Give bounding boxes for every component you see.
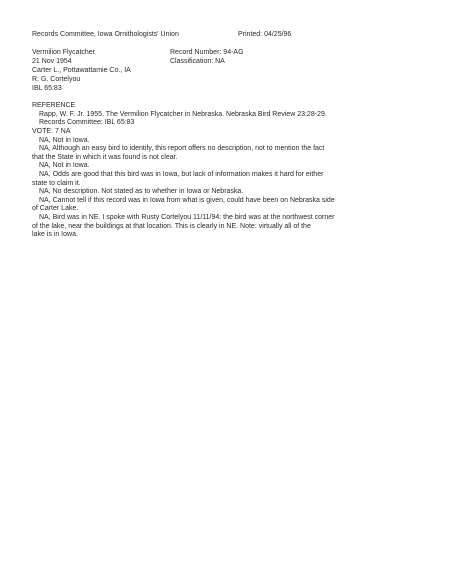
vote-comment-3: NA, Not in Iowa. <box>39 162 90 170</box>
classification: Classification: NA <box>170 58 225 65</box>
vote-comment-4: NA, Odds are good that this bird was in Iowa, but lack of information makes it hard for either <box>39 170 324 178</box>
vote-heading: VOTE: 7 NA <box>32 128 71 135</box>
reference-heading: REFERENCE <box>32 102 76 109</box>
vote-comment-7: NA, Bird was in NE. I spoke with Rusty Cortelyou 11/11/94: the bird was at the northwest corner <box>39 213 335 221</box>
vote-comment-7-cont: of the lake, near the buildings at that location. This is clearly in NE. Note: virtually all of the <box>32 222 311 230</box>
vote-comment-6-cont: of Carter Lake. <box>32 205 79 213</box>
header-printed-date: Printed: 04/25/96 <box>238 31 292 38</box>
reference-line: Rapp, W. F. Jr. 1955. The Vermilion Flycatcher in Nebraska. Nebraska Bird Review 23:28-29. <box>39 110 327 118</box>
record-number: Record Number: 94-AG <box>170 49 244 56</box>
header-org: Records Committee, Iowa Ornithologists' Union <box>32 31 179 38</box>
vote-section <box>32 128 432 240</box>
vote-comment-4-cont: state to claim it. <box>32 179 81 187</box>
vote-comment-6: NA, Cannot tell if this record was in Iowa from what is given, could have been on Nebraska side <box>39 196 335 204</box>
location: Carter L., Pottawattamie Co., IA <box>32 67 131 74</box>
citation: IBL 65:83 <box>32 85 62 92</box>
vote-comment-1: NA, Not in Iowa. <box>39 136 90 144</box>
vote-comment-7-cont: lake is in Iowa. <box>32 231 78 239</box>
reference-line: Records Committee: IBL 65:83 <box>39 119 135 127</box>
vote-comment-2-cont: that the State in which it was found is not clear. <box>32 153 178 161</box>
observer: R. G. Cortelyou <box>32 76 81 83</box>
vote-comment-5: NA, No description. Not stated as to whether in Iowa or Nebraska. <box>39 188 244 196</box>
species-name: Vermilion Flycatcher <box>32 49 96 56</box>
record-date: 21 Nov 1954 <box>32 58 72 65</box>
vote-comment-2: NA, Although an easy bird to identify, this report offers no description, not to mention the fact <box>39 145 325 153</box>
reference-section <box>32 102 432 128</box>
